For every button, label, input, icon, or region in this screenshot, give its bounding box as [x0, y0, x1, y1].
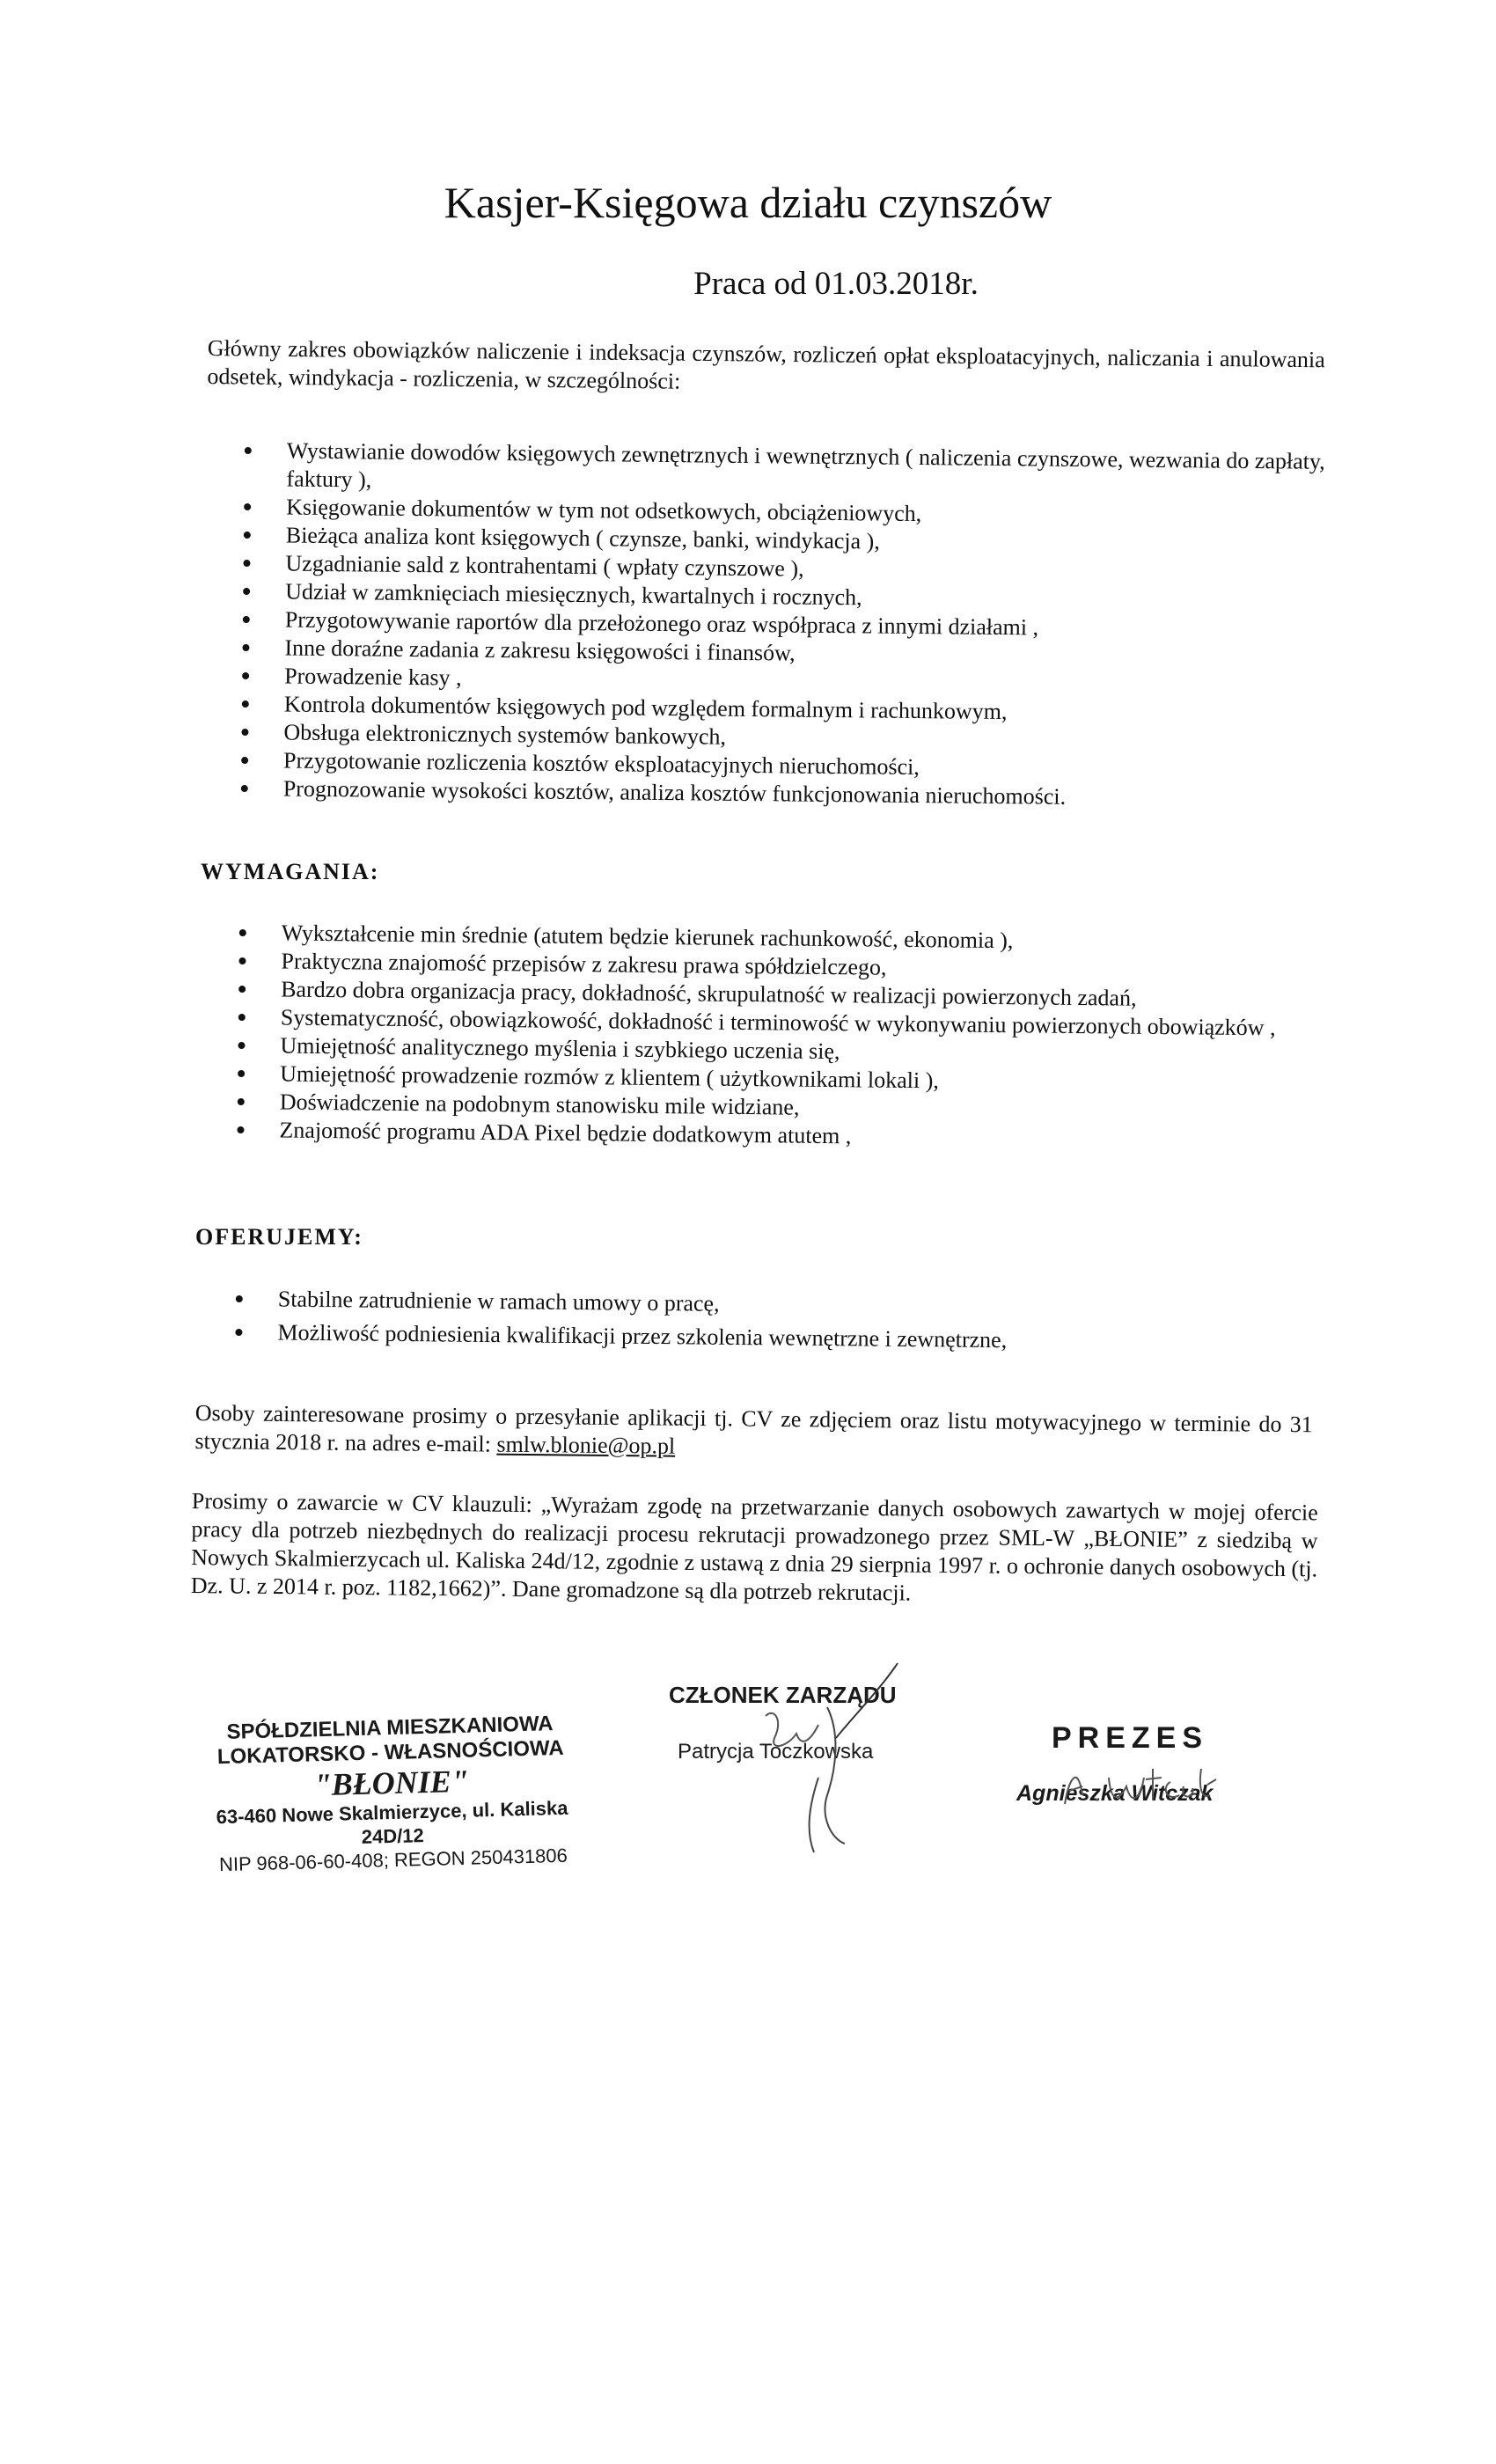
- list-item: Możliwość podniesienia kwalifikacji przez szkolenia wewnętrzne i zewnętrzne,: [235, 1318, 1291, 1358]
- requirements-heading: WYMAGANIA:: [201, 859, 380, 884]
- bullet-icon: [238, 1098, 245, 1105]
- bullet-icon: [241, 757, 248, 764]
- stamp-role: PREZES: [1052, 1721, 1209, 1755]
- stamp-line: LOKATORSKO - WŁASNOŚCIOWA: [216, 1735, 564, 1770]
- bullet-icon: [243, 588, 250, 595]
- list-item: Wystawianie dowodów księgowych zewnętrznych i wewnętrznych ( naliczenia czynszowe, wezwania do zapłaty, faktury ),: [244, 436, 1327, 504]
- bullet-icon: [235, 1329, 242, 1336]
- stamp-role: CZŁONEK ZARZĄDU: [669, 1682, 897, 1708]
- bullet-icon: [238, 957, 246, 964]
- stamp-address: 63-460 Nowe Skalmierzyce, ul. Kaliska 24D/12: [216, 1796, 568, 1848]
- cooperative-stamp: [201, 1711, 583, 1876]
- bullet-icon: [238, 1042, 245, 1049]
- bullet-icon: [242, 700, 249, 708]
- list-item: Księgowanie dokumentów w tym not odsetkowych, obciążeniowych,: [244, 493, 1326, 532]
- list-item: Przygotowywanie raportów dla przełożonego oraz współpraca z innymi działami ,: [243, 605, 1325, 645]
- stamp-person-name: Patrycja Toczkowska: [678, 1740, 874, 1764]
- job-start-date: Praca od 01.03.2018r.: [693, 266, 979, 302]
- bullet-icon: [242, 644, 249, 651]
- offers-list: [235, 1285, 1292, 1358]
- stamp-tax-ids: NIP 968-06-60-408; REGON 250431806: [218, 1844, 568, 1876]
- list-item: Umiejętność prowadzenie rozmów z klientem ( użytkownikami lokali ),: [238, 1060, 1324, 1099]
- list-item: Prowadzenie kasy ,: [242, 662, 1324, 701]
- list-item: Umiejętność analitycznego myślenia i szybkiego uczenia się,: [238, 1031, 1324, 1071]
- bullet-icon: [244, 503, 251, 510]
- list-item: Praktyczna znajomość przepisów z zakresu prawa spółdzielczego,: [238, 947, 1325, 986]
- stamp-line: SPÓŁDZIELNIA MIESZKANIOWA: [226, 1712, 554, 1744]
- list-item: Prognozowanie wysokości kosztów, analiza kosztów funkcjonowania nieruchomości.: [241, 774, 1324, 814]
- bullet-icon: [239, 929, 246, 936]
- bullet-icon: [243, 560, 250, 567]
- offers-heading: OFERUJEMY:: [195, 1224, 363, 1250]
- email-link[interactable]: smlw.blonie@op.pl: [496, 1431, 676, 1459]
- bullet-icon: [243, 616, 250, 623]
- bullet-icon: [238, 1014, 246, 1021]
- list-item: Uzgadnianie sald z kontrahentami ( wpłaty czynszowe ),: [243, 549, 1325, 589]
- list-item: Bieżąca analiza kont księgowych ( czynsze, banki, windykacja ),: [244, 521, 1326, 561]
- bullet-icon: [238, 1070, 245, 1077]
- application-paragraph: Osoby zainteresowane prosimy o przesyłanie aplikacji tj. CV ze zdjęciem oraz listu motywacyjnego w terminie do 31 stycznia 2018 r. na adres e-mail: smlw.blonie@op.pl: [194, 1400, 1313, 1459]
- bullet-icon: [241, 785, 248, 792]
- list-item: Obsługa elektronicznych systemów bankowych,: [241, 718, 1324, 758]
- list-item: Systematyczność, obowiązkowość, dokładność i terminowość w wykonywaniu powierzonych obowiązków ,: [238, 1003, 1325, 1043]
- list-item: Inne doraźne zadania z zakresu księgowości i finansów,: [242, 634, 1324, 673]
- intro-paragraph: Główny zakres obowiązków naliczenie i indeksacja czynszów, rozliczeń opłat eksploatacyjnych, naliczania i anulowania odsetek, windykacja - rozliczenia, w szczególności:: [207, 334, 1325, 394]
- responsibilities-list: [241, 436, 1327, 814]
- list-item: Udział w zamknięciach miesięcznych, kwartalnych i rocznych,: [243, 577, 1325, 617]
- list-item: Znajomość programu ADA Pixel będzie dodatkowym atutem ,: [237, 1116, 1324, 1155]
- page-title: Kasjer-Księgowa działu czynszów: [444, 178, 1052, 227]
- stamp-cooperative-name: "BŁONIE": [313, 1763, 470, 1803]
- requirements-list: [237, 919, 1326, 1155]
- consent-clause-paragraph: Prosimy o zawarcie w CV klauzuli: „Wyrażam zgodę na przetwarzanie danych osobowych zawartych w mojej ofercie pracy dla potrzeb niezbędnych do realizacji procesu rekrutacji prowadzonego przez SML-W „BŁONIE” z siedzibą w Nowych Skalmierzycach ul. Kaliska 24d/12, zgodnie z ustawą z dnia 29 sierpnia 1997 r. o ochronie danych osobowych (tj. Dz. U. z 2014 r. poz. 1182,1662)”. Dane gromadzone są dla potrzeb rekrutacji.: [190, 1488, 1318, 1606]
- list-item: Doświadczenie na podobnym stanowisku mile widziane,: [238, 1088, 1324, 1127]
- handwritten-signature-icon: [722, 1654, 933, 1874]
- list-item: Przygotowanie rozliczenia kosztów eksploatacyjnych nieruchomości,: [241, 746, 1324, 786]
- handwritten-signature-icon: [1047, 1751, 1258, 1822]
- list-item: Stabilne zatrudnienie w ramach umowy o pracę,: [236, 1285, 1292, 1324]
- list-item: Kontrola dokumentów księgowych pod względem formalnym i rachunkowym,: [242, 690, 1324, 730]
- list-item: Wykształcenie min średnie (atutem będzie kierunek rachunkowość, ekonomia ),: [239, 919, 1326, 958]
- bullet-icon: [236, 1295, 243, 1302]
- bullet-icon: [244, 532, 251, 539]
- stamp-person-name: Agnieszka Witczak: [1016, 1781, 1214, 1806]
- list-item: Bardzo dobra organizacja pracy, dokładność, skrupulatność w realizacji powierzonych zadań,: [238, 975, 1325, 1015]
- bullet-icon: [241, 729, 248, 736]
- bullet-icon: [242, 672, 249, 679]
- bullet-icon: [245, 447, 252, 454]
- bullet-icon: [237, 1126, 244, 1133]
- bullet-icon: [238, 986, 246, 993]
